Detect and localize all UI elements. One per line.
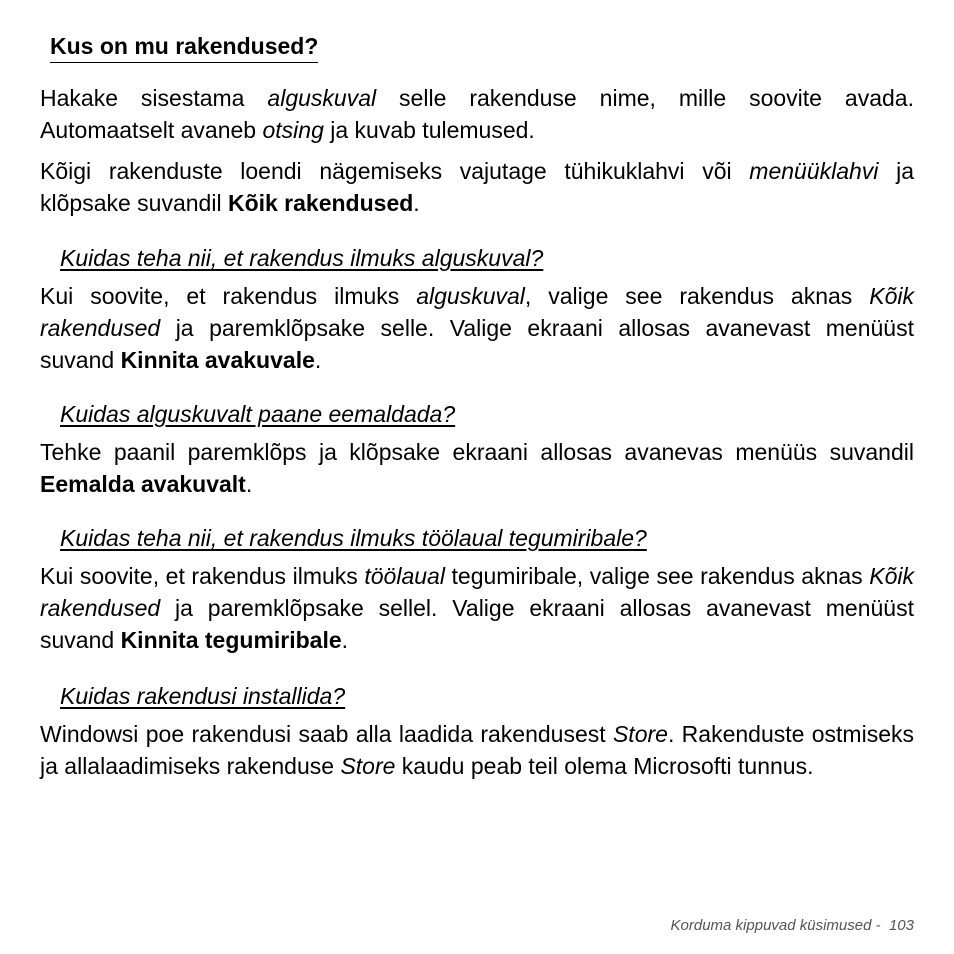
page-footer <box>671 917 914 934</box>
bold-term: Kõik rakendused <box>227 190 414 216</box>
question-heading-pin-start: Kuidas teha nii, et rakendus ilmuks alguskuval? <box>60 245 544 271</box>
answer-remove-tiles <box>40 436 914 500</box>
italic-term: Kõik rakendused <box>40 563 914 621</box>
text-run: . <box>341 627 349 653</box>
text-run: tegumiribale, valige see rakendus aknas <box>444 563 870 589</box>
text-run: . <box>245 471 253 497</box>
text-run: , valige see rakendus aknas <box>524 283 870 309</box>
answer-pin-taskbar <box>40 560 914 656</box>
text-run: Hakake sisestama <box>40 85 268 111</box>
question-heading-pin-taskbar: Kuidas teha nii, et rakendus ilmuks töölaual tegumiribale? <box>60 525 647 551</box>
text-run: Kui soovite, et rakendus ilmuks <box>40 563 365 589</box>
italic-term: Store <box>612 721 668 747</box>
footer-label: Korduma kippuvad küsimused - <box>670 917 881 934</box>
bold-term: Kinnita avakuvale <box>120 347 315 373</box>
text-run: Kõigi rakenduste loendi nägemiseks vajutage tühikuklahvi või <box>40 158 750 184</box>
text-run: . <box>413 190 420 216</box>
text-run: Tehke paanil paremklõps ja klõpsake ekraani allosas avanevas menüüs suvandil <box>40 439 914 465</box>
text-run: kaudu peab teil olema Microsofti tunnus. <box>395 753 814 779</box>
text-run: ja paremklõpsake sellel. Valige ekraani allosas avanevast menüüst suvand <box>40 595 914 653</box>
question-heading-install-apps: Kuidas rakendusi installida? <box>60 683 346 709</box>
bold-term: Eemalda avakuvalt <box>40 471 246 497</box>
text-run: . Rakenduste ostmiseks ja allalaadimiseks rakenduse <box>40 721 914 779</box>
text-run: ja kuvab tulemused. <box>323 117 535 143</box>
italic-term: otsing <box>262 117 324 143</box>
page-number: 103 <box>888 917 914 934</box>
bold-term: Kinnita tegumiribale <box>120 627 342 653</box>
text-run: ja paremklõpsake selle. Valige ekraani allosas avanevast menüüst suvand <box>40 315 914 373</box>
text-run: ja klõpsake suvandil <box>40 158 914 216</box>
italic-term: Kõik rakendused <box>40 283 914 341</box>
text-run: Windowsi poe rakendusi saab alla laadida rakendusest <box>40 721 613 747</box>
italic-term: menüüklahvi <box>749 158 879 184</box>
text-run: Kui soovite, et rakendus ilmuks <box>40 283 417 309</box>
answer-pin-start <box>40 280 914 376</box>
page-title: Kus on mu rakendused? <box>50 30 318 63</box>
intro-paragraph-2 <box>40 155 914 219</box>
italic-term: alguskuval <box>267 85 377 111</box>
italic-term: töölaual <box>364 563 445 589</box>
italic-term: alguskuval <box>416 283 525 309</box>
question-heading-remove-tiles: Kuidas alguskuvalt paane eemaldada? <box>60 401 456 427</box>
document-page <box>40 30 914 782</box>
italic-term: Store <box>340 753 396 779</box>
text-run: . <box>314 347 322 373</box>
intro-paragraph-1 <box>40 82 914 146</box>
text-run: selle rakenduse nime, mille soovite avada. Automaatselt avaneb <box>40 85 914 143</box>
answer-install-apps <box>40 718 914 782</box>
